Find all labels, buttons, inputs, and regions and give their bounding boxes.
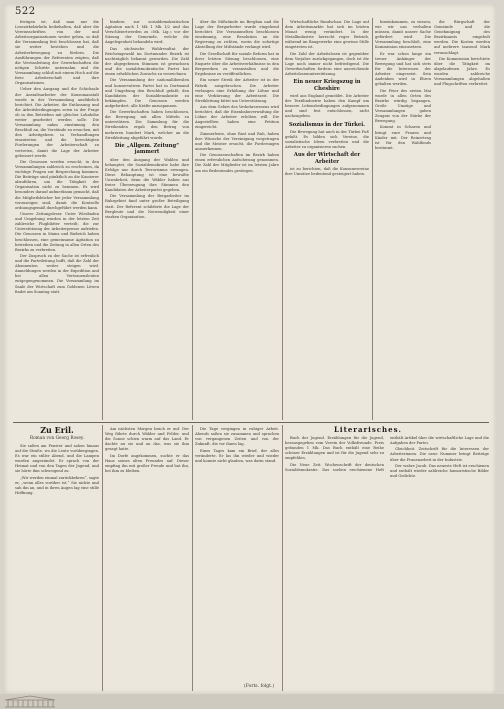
article-paragraph: Wirtschaftliche Rundschau. Die Lage auf dem Arbeitsmarkte hat sich im letzten Monat wenig verändert. In der Metallindustrie herrscht reger Betrieb, während im Baugewerbe eine gewisse Stille eingetreten ist. — [285, 20, 369, 50]
column-rule — [372, 18, 373, 420]
feuilleton-column-3 — [195, 427, 279, 682]
section-rule — [13, 422, 489, 423]
article-paragraph: Der Zuspruch zu der Sache ist erfreulich und die Parteileitung hofft, daß die Zahl der Abonnenten weiter steigen wird. Anmeldungen werden in der Expedition und bei allen Vertrauensleuten entgegengenommen. Die Versammlung im Saale der Wirtschaft zum Goldenen Löwen findet am Sonntag statt. — [15, 253, 99, 294]
article-paragraph: Eines Tages kam ein Brief, der alles veränderte. Er las ihn wieder und wieder und konnte nicht glauben, was darin stand. — [195, 448, 279, 463]
feuilleton-subtitle: Roman von Georg Rosey. — [29, 436, 85, 441]
article-heading: Sozialismus in der Türkei. — [289, 121, 365, 128]
article-paragraph: Die Versammlung der Bergarbeiter im Ruhrgebiet fand unter großer Beteiligung statt. Der Referent schilderte die Lage der Bergleute und die Notwendigkeit einer starken Organisation. — [105, 194, 189, 219]
article-paragraph: Im Dorfe angekommen, suchte er das Haus seines alten Freundes auf. Dieser empfing ihn mit großer Freude und bat ihn, bei ihm zu bleiben. — [105, 453, 189, 473]
article-paragraph: Die Bewegung hat auch in der Türkei Fuß gefaßt. Es bilden sich Vereine, die sozialistische Ideen verbreiten und die Arbeiter zu organisieren suchen. — [285, 129, 369, 150]
article-paragraph: Die Neue Zeit. Wochenschrift der deutschen Sozialdemokratie. Das soeben erschienene Heft enthält Artikel über die wirtschaftliche Lage und die Aufgaben der Partei. — [285, 436, 489, 472]
feuilleton-column-1 — [15, 444, 99, 690]
article-paragraph: Die Kommission berichtete über die Tätigkeit im abgelaufenen Jahre. Es wurden zahlreiche Versammlungen abgehalten und Flugschriften verbreitet. — [434, 56, 490, 87]
article-paragraph: Das sächsische Wahlresultat der Reichstagswahl im Dortmunder Bezirk ist nachträglich bekannt geworden. Die Zahl der abgegebenen Stimmen ist gewachsen und die sozialdemokratische Partei hat einen erheblichen Zuwachs zu verzeichnen. — [105, 46, 189, 77]
article-paragraph: Ein neuer Streik der Arbeiter ist in der Fabrik ausgebrochen. Die Arbeiter verlangen eine Erhöhung der Löhne und eine Verkürzung der Arbeitszeit. Die Streikleitung bittet um Unterstützung. — [195, 78, 279, 103]
article-paragraph: über die Mißstände im Bergbau und die Lage der Bergarbeiter wurde eingehend berichtet. Die Versammelten beschlossen einstimmig, eine Resolution an die Regierung zu richten, worin die sofortige Abstellung der Mißstände verlangt wird. — [195, 20, 279, 50]
article-paragraph: Aus dem Gebiet des Verkehrswesens wird berichtet, daß die Eisenbahnverwaltung die Löhne der Arbeiter erhöhen will. Die Angestellten haben eine Petition eingereicht. — [195, 105, 279, 130]
article-paragraph: Der wahre Jacob. Das neueste Heft ist erschienen und enthält wieder zahlreiche humoristische Bilder und Gedichte. — [390, 463, 489, 479]
column-rule — [192, 425, 193, 691]
column-6 — [434, 20, 490, 418]
column-rule — [102, 425, 103, 691]
column-5 — [375, 20, 431, 418]
article-paragraph: Die Tage vergingen in ruhiger Arbeit. Abends saßen sie zusammen und sprachen von vergangenen Zeiten und von der Zukunft, die vor ihnen lag. — [195, 427, 279, 447]
article-paragraph: festigen ist, daß man nur die Lesezirkelzirkeln beibehalten, daß aber die Vereinsschriften von der und Arbeitsorganisationen weiter gehen, so daß die Versammlung fest beschlossen hat, daß sie weiter bestehen und die Arbeiterbewegung zu fördern. Die Ausführungen der Referenten zeigten, daß die Vereinsleitung der Gewerkschaften die nötigen Schritte unternahm und die Versammlung schloß mit einem Hoch auf die freie Arbeiterschaft und ihre Organisationen. — [15, 20, 99, 86]
article-paragraph: Die Genossen werden ersucht, in den Versammlungen zahlreich zu erscheinen, da wichtige Fragen zur Besprechung kommen. Die Beiträge sind pünktlich an die Kassierer abzuführen, um die Tätigkeit der Organisation nicht zu hemmen. Es wird besonders darauf aufmerksam gemacht, daß die Mitgliedsbücher bei jeder Versammlung vorzuzeigen sind, damit die Kontrolle ordnungsgemäß durchgeführt werden kann. — [15, 159, 99, 210]
article-paragraph: Die Feier des ersten Mai wurde in allen Orten des Bezirks würdig begangen. Große Umzüge und Versammlungen gaben Zeugnis von der Stärke der Bewegung. — [375, 88, 431, 124]
article-paragraph: Unsere Zeitungsleser. Unter Wiesbaden und Umgebung wurden in der letzten Zeit zahlreiche Flugblätter verteilt, die zur Unterstützung der Arbeiterpresse aufriefen. Die Genossen in Mainz und Biebrich haben beschlossen, eine gemeinsame Agitation zu betreiben und die Zeitung in allen Orten des Bezirks zu verbreiten. — [15, 212, 99, 252]
article-paragraph: wird aus England gemeldet. Die Arbeiter der Textilindustrie haben den Kampf um bessere Lebensbedingungen aufgenommen und sind fest entschlossen, nicht nachzugeben. — [285, 94, 369, 119]
feuilleton-title: Zu Eril. — [40, 425, 74, 435]
column-rule — [102, 18, 103, 420]
column-rule — [192, 18, 193, 420]
literature-column — [285, 436, 489, 690]
article-paragraph: Buch der Jugend. Erzählungen für die Jugend, herausgegeben vom Verein der Volksfreunde. Preis gebunden 1 Mk. Das Buch enthält eine Reihe schöner Erzählungen und ist für die Jugend sehr zu empfehlen. — [285, 436, 384, 461]
article-paragraph: Am nächsten Morgen brach er auf. Der Weg führte durch Wälder und Felder, und die Sonne schien warm auf das Land. Er dachte an sie und an das, was sie ihm gesagt hatte. — [105, 427, 189, 452]
literature-title: Literarisches. — [334, 425, 402, 434]
article-heading: Ein neuer Kriegszug in Cheshire — [293, 79, 361, 92]
column-rule — [282, 425, 283, 691]
article-paragraph: „Wir werden einmal zurückkehren“, sagte er, „wenn alles vorüber ist.“ Sie nickte und sah ihn an, und in ihren Augen lag eine stille Hoffnung. — [15, 475, 99, 496]
article-paragraph: bindern zur sozialdemokratischen Agitation nach 1 Mk 1 Mk 1/2 und das Verschleiertwerden zu »Mk. Lig.« vor der Sitzung der Gemeinde, welche die Angelegenheit behandeln wird. — [105, 20, 189, 45]
article-paragraph: Die Versammlung der nationalliberalen und konservativen Partei hat in Dortmund und Umgebung den Beschluß gefaßt, den Kandidaten der Sozialdemokratie zu bekämpfen. Die Genossen werden aufgefordert, alle Kräfte anzuspannen. — [105, 78, 189, 108]
newspaper-page — [4, 4, 496, 694]
continued-note: (Forts. folgt.) — [244, 684, 275, 689]
article-paragraph: über den Ausgang der Wahlen und behauptet, die Sozialdemokratie habe ihre Erfolge nur durch Terrorismus errungen. Diese Behauptung ist eine bewußte Unwahrheit, denn die Wähler haben aus freier Überzeugung ihre Stimmen den Kandidaten der Arbeiterpartei gegeben. — [105, 157, 189, 193]
article-paragraph: Kommt in Scharen und bringt eure Frauen und Kinder mit. Der Reinertrag ist für den Wahlfonds bestimmt. — [375, 125, 431, 150]
article-paragraph: Zimmerleute, ohne Rast und Ruh, haben ihre Wünsche der Vereinigung vorgetragen und die Meister ersucht, die Forderungen anzuerkennen. — [195, 131, 279, 151]
page-number: 522 — [15, 6, 36, 17]
library-building-logo — [3, 695, 57, 708]
article-paragraph: Die Genossenschaften im Bezirk haben einen erfreulichen Aufschwung genommen. Die Zahl der Mitglieder ist im letzten Jahre um ein Bedeutendes gestiegen. — [195, 153, 279, 173]
article-paragraph: ist zu berichten, daß die Konsumvereine ihre Umsätze bedeutend gesteigert haben. — [285, 167, 369, 177]
article-paragraph: Sie saßen am Fenster und sahen hinaus auf die Straße, wo die Leute vorübergingen. Es war ein stiller Abend, und die Lampen wurden angezündet. Er sprach von der Heimat und von den Tagen der Jugend, und sie hörte ihm schweigend zu. — [15, 444, 99, 474]
article-paragraph: Die Gesellschaft für soziale Reform hat in ihrer letzten Sitzung beschlossen, eine Enquete über die Arbeitsverhältnisse in den Bergwerken zu veranstalten und die Ergebnisse zu veröffentlichen. — [195, 51, 279, 77]
article-paragraph: Ueber den Ausgang und die Schicksale der Anstaltsarbeiter der Konsumanstalt wurde in der Versammlung ausführlich berichtet. Die Arbeiter, die Entlassung und die Arbeitsbedingungen seien in der Frage ob in den Betrieben mit gleicher Lohnhöhe weiter gearbeitet werden solle. Die Versammlung nahm einstimmig den Beschluß an, die Vorstände zu ersuchen, mit den Arbeitgebern in Verhandlungen einzutreten und die berechtigten Forderungen der Arbeiterschaft zu vertreten, damit die Lage der Arbeiter gebessert werde. — [15, 87, 99, 158]
article-heading: Die „Allgem. Zeitung“ jammert — [114, 142, 180, 156]
article-heading: Aus der Wirtschaft der Arbeiter — [293, 152, 361, 165]
article-paragraph: hineinkommen, zu wissen, wie wir uns verhalten müssen, damit unsere Sache gefördert wird. Die Versammlung beschloß, eine Kommission einzusetzen. — [375, 20, 431, 50]
feuilleton-column-2 — [105, 427, 189, 690]
article-paragraph: Die Zahl der Arbeitslosen ist gegenüber dem Vorjahre zurückgegangen, doch ist die Lage noch immer nicht befriedigend. Die Gewerkschaften fordern eine ausreichende Arbeitslosenunterstützung. — [285, 51, 369, 77]
footer-strip — [0, 694, 504, 709]
article-paragraph: die Bürgschaft der Gemeinde und die Genehmigung des Bezirksamts eingeholt werden. Die Kosten werden auf mehrere tausend Mark veranschlagt. — [434, 20, 490, 55]
article-paragraph: Die Gewerkschaften haben beschlossen, die Bewegung mit allen Mitteln zu unterstützen. Die Sammlung für die Streikenden ergab den Betrag von mehreren hundert Mark, welcher an die Streikleitung abgeführt wurde. — [105, 110, 189, 140]
column-3 — [195, 20, 279, 418]
article-paragraph: Gleichheit. Zeitschrift für die Interessen der Arbeiterinnen. Die neue Nummer bringt Beiträge über die Frauenarbeit in der Industrie. — [390, 447, 489, 462]
column-2 — [105, 20, 189, 418]
column-4 — [285, 20, 369, 418]
article-paragraph: Er war schon lange ein treuer Anhänger der Bewegung und hat sich stets für die Interessen der Arbeiter eingesetzt. Sein Andenken wird in Ehren gehalten werden. — [375, 51, 431, 87]
column-1 — [15, 20, 99, 418]
column-rule — [282, 18, 283, 420]
